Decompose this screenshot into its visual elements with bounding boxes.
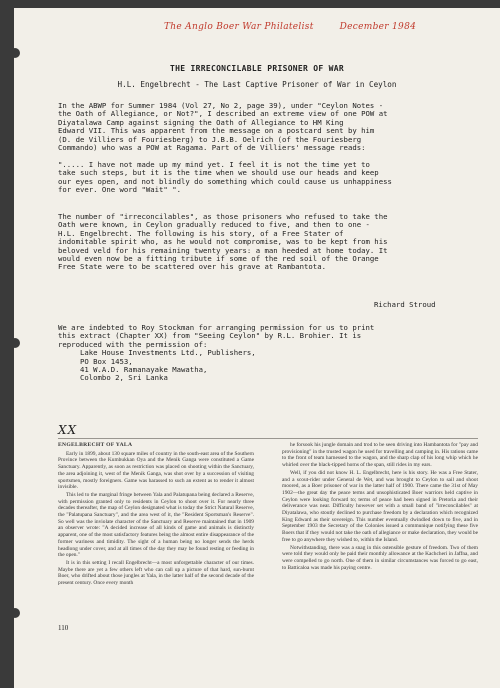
article-subtitle: H.L. Engelbrecht - The Last Captive Prisoner of War in Ceylon bbox=[117, 80, 397, 89]
divider bbox=[58, 438, 478, 439]
page-number: 110 bbox=[58, 624, 69, 632]
article-quote: "..... I have not made up my mind yet. I feel it is not the time yet to take such steps, but it is the time when we should use our heads and keep our eyes open, and not blindly do something which could cause us unhappiness for ever. One word "Wait" ". bbox=[58, 160, 392, 195]
article-paragraph-1: In the ABWP for Summer 1984 (Vol 27, No 2, page 39), under "Ceylon Notes - the Oath of Allegiance, or Not?", I described an extreme view of one POW at Diyatalawa Camp against signing the Oath of Allegiance to HM King Edward VII. This was apparent from the message on a postcard sent by him (D. de Villiers of Fouriesberg) to J.B.B. Oelrich (of the Fouriesberg Commando) who was a POW at Ragama. Part of de Villiers' message reads: bbox=[58, 101, 388, 153]
binder-hole bbox=[10, 608, 20, 618]
acknowledgement: We are indebted to Roy Stockman for arranging permission for us to print this extract (Chapter XX) from "Seeing Ceylon" by R.L. Brohier. It is reproduced with the permission of: Lake House Investments Ltd., Publishers, PO Box 1453, 41 W.A.D. Ramanayake Mawatha, Colombo 2, Sri Lanka bbox=[58, 323, 375, 383]
book-paragraph: Notwithstanding, there was a snag in this ostensible gesture of freedom. Two of them were told they would only be paid their monthly allowance at the Kachcheri in Jaffna, and were compelled to go north. One of them in similar circumstances was forced to go east, to Batticaloa was made his paying centre. bbox=[282, 544, 478, 571]
book-paragraph: This led to the marginal fringe between Yala and Palatupana being declared a Reserve, with permission granted only to residents in Ceylon to shoot over it. For nearly three decades thereafter, the map of Ceylon designated what is today the Strict Natural Reserve, the "Palatupana Sanctuary", and the area west of it, the "Resident Sportsman's Reserve". So well was the inviolate character of the Sanctuary and Reserve maintained that in 1909 an observer wrote: "A decided increase of all kinds of game and animals is distinctly apparent, one of the most satisfactory features being the almost entire disappearance of the former wariness and timidity. The sight of a human being no longer sends the herds headlong under cover, and at all times of the day they may be found resting or feeding in the open." bbox=[58, 491, 254, 559]
book-paragraph: Well, if you did not know H. L. Engelbrecht, here is his story. He was a Free Stater, and a scout-rider under General de Wet, and was brought to Ceylon to sail and shoot moored, as a Boer prisoner of war in the latter half of 1900. There came the 31st of May 1902—the great day the peace terms and unsophisticated Boer warriors held captive in Ceylon were looking forward to; terms of peace had been signed in Pretoria and their deliverance was near. Difficulty however set with a small band of "irreconcilables" at Diyatalawa, who stoutly declined to purchase freedom by a declaration which recognized King Edward as their sovereign. This number eventually dwindled down to five, and in September 1903 the Secretary of the Colonies issued a communique notifying these five Boers that if they would not take the oath of allegiance or make declaration, they would be free to go anywhere they wished to, within the Island. bbox=[282, 469, 478, 543]
handwritten-date: December 1984 bbox=[339, 22, 417, 32]
scanned-page bbox=[14, 8, 500, 688]
book-paragraph: he forsook his jungle domain and trod to be seen driving into Hambantota for "pay and provisioning" in the trusted wagon he used for travelling and camping in. His rations came to the front of team harnessed to the wagon, and the sharp clap of his long whip which he whirled over the black-tipped horns of the span, still rides in my ears. bbox=[282, 442, 478, 469]
article-author: Richard Stroud bbox=[374, 300, 436, 309]
book-right-column bbox=[282, 442, 478, 571]
handwritten-note bbox=[164, 22, 416, 32]
binder-hole bbox=[10, 48, 20, 58]
book-heading: ENGELBRECHT OF YALA bbox=[58, 442, 133, 448]
article-paragraph-2: The number of "irreconcilables", as those prisoners who refused to take the Oath were known, in Ceylon gradually reduced to five, and then to one - H.L. Engelbrecht. The following is his story, of a Free Stater of indomitable spirit who, as he would not compromise, was to be kept from his beloved veld for his remaining twenty years: a man heeded at home today. It would even now be a fitting tribute if some of the red soil of the Orange Free State were to be scattered over his grave at Rambantota. bbox=[58, 212, 388, 272]
chapter-number: XX bbox=[58, 423, 78, 437]
book-paragraph: Early in 1899, about 130 square miles of country in the south-east area of the Southern Province between the Kumbukkan Oya and the Menik Ganga were constituted a Game Sanctuary. Apparently, as soon as restriction was placed on shooting within the Sanctuary, the area adjoining it, west of the Menik Ganga, was shot over by a succession of visiting sportsmen, mostly foreigners. Game was harassed to such an extent as to render it almost invisible. bbox=[58, 450, 254, 491]
book-left-column bbox=[58, 442, 254, 587]
book-paragraph: It is in this setting I recall Engelbrecht—a most unforgettable character of our times. Maybe there are yet a few others left who can call up a picture of that hard, sun-burnt Boer, who drifted about those jungles at Yala, in the latter half of the second decade of the present century. Once every month bbox=[58, 559, 254, 587]
handwritten-source: The Anglo Boer War Philatelist bbox=[164, 22, 314, 32]
binder-hole bbox=[10, 338, 20, 348]
article-title: THE IRRECONCILABLE PRISONER OF WAR bbox=[170, 64, 344, 73]
